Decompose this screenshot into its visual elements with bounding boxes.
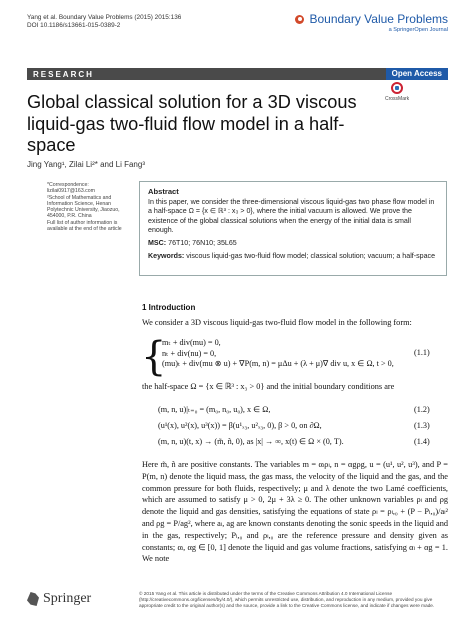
license-text: © 2015 Yang et al. This article is distributed under the terms of the Creative Commons Attribution 4.0 International License (http://creativecommons.org/licenses/by/4.0/), which permits unrestricted use, distribution, and reproduction in any medium, provided you give appropriate credit to the original author(s) and the source, provide a link to the Creative Commons license, and indicate if changes were made. <box>139 591 435 608</box>
publisher-name: Springer <box>43 591 92 606</box>
keywords-line <box>148 252 438 261</box>
affiliation-line: 454000, P.R. China <box>47 213 92 220</box>
keywords-text: viscous liquid-gas two-fluid flow model; classical solution; vacuum; a half-space <box>186 252 436 261</box>
equation-number: (1.3) <box>414 421 430 430</box>
journal-name: Boundary Value Problems <box>309 12 448 26</box>
affiliation-line: available at the end of the article <box>47 226 122 233</box>
affiliation-line: ²School of Mathematics and <box>47 194 112 201</box>
journal-subtitle: a SpringerOpen Journal <box>388 27 448 33</box>
affiliation-note <box>47 182 132 232</box>
affiliation-line: Information Science, Henan <box>47 200 112 207</box>
springer-horse-icon <box>27 592 39 606</box>
abstract-body: In this paper, we consider the three-dimensional viscous liquid-gas two phase flow model in a half-space Ω = {x ∈ ℝ³ : x₃ > 0}, where the initial vacuum is allowed. We prove the existence of the global classical solutions when the energy of the initial data is small enough. <box>148 198 435 234</box>
affiliation-line: Full list of author information is <box>47 219 118 226</box>
equation-line: (mu)ₜ + div(mu ⊗ u) + ∇P(m, n) = μΔu + (λ + μ)∇ div u, x ∈ Ω, t > 0, <box>162 359 394 368</box>
citation-line: Yang et al. Boundary Value Problems (2015) 2015:136 <box>27 14 182 21</box>
correspondence-email[interactable]: lizilai0917@163.com <box>47 188 95 195</box>
crossmark-icon <box>391 82 403 94</box>
equation-line: mₜ + div(mu) = 0, <box>162 338 221 347</box>
equation-boundary: (u¹(x), u²(x), u³(x)) = β(u¹ₓ₃, u²ₓ₃, 0), β > 0, on ∂Ω, <box>158 421 322 430</box>
halfspace-sentence: the half-space Ω = {x ∈ ℝ³ : x₃ > 0} and the initial boundary conditions are <box>142 382 395 391</box>
abstract-heading: Abstract <box>148 187 179 196</box>
article-type-bar <box>27 68 448 80</box>
msc-line <box>148 239 438 248</box>
journal-brand[interactable] <box>295 12 448 33</box>
equation-system <box>162 338 394 370</box>
msc-label: MSC: <box>148 239 167 248</box>
correspondence-label: *Correspondence: <box>47 182 89 188</box>
keywords-label: Keywords: <box>148 252 185 261</box>
abstract-box <box>139 181 447 276</box>
citation-info <box>27 14 181 31</box>
publisher-logo[interactable] <box>27 591 91 607</box>
journal-logo-icon <box>295 15 304 24</box>
equation-number: (1.2) <box>414 405 430 414</box>
msc-codes: 76T10; 76N10; 35L65 <box>168 239 237 248</box>
author-list: Jing Yang¹, Zilai Li²* and Li Fang³ <box>27 160 145 169</box>
body-paragraph: Here m̃, ñ are positive constants. The variables m = αₗρₗ, n = αgρg, u = (u¹, u², u³), and P = P(m, n) denote the liquid mass, the gas mass, the velocity of the liquid and the gas, and the common pressure for both fluids, respectively; μ and λ denote the two Lamé coefficients, which are assumed to satisfy μ > 0, 2μ + 3λ ≥ 0. The other unknown variables ρₗ and ρg denote the liquid and gas densities, satisfying the equations of state ρₗ = ρₗ,₀ + (P − Pₗ,₀)/aₗ² and ρg = P/ag², where aₗ, ag are known constants denoting the sonic speeds in the liquid and in the gas, respectively; Pₗ,₀ and ρₗ,₀ are the reference pressure and density given as constants; αₗ, αg ∈ [0, 1] denote the liquid and gas volume fractions, satisfying αₗ + αg = 1. We note <box>142 460 448 564</box>
intro-sentence: We consider a 3D viscous liquid-gas two-fluid flow model in the following form: <box>142 318 412 327</box>
article-type-label: RESEARCH <box>33 69 94 79</box>
crossmark-label: CrossMark <box>385 96 410 102</box>
system-brace: { <box>141 334 167 380</box>
affiliation-line: Polytechnic University, Jiaozuo, <box>47 207 120 214</box>
equation-number: (1.4) <box>414 437 430 446</box>
open-access-badge: Open Access <box>386 68 448 80</box>
doi-line: DOI 10.1186/s13661-015-0389-2 <box>27 22 121 30</box>
equation-line: nₜ + div(nu) = 0, <box>162 348 217 358</box>
crossmark-button[interactable] <box>385 82 409 102</box>
equation-initial: (m, n, u)|ₜ₌₀ = (m₀, n₀, u₀), x ∈ Ω, <box>158 405 271 414</box>
equation-far-field: (m, n, u)(t, x) → (m̃, ñ, 0), as |x| → ∞, x(t) ∈ Ω × (0, T). <box>158 437 344 446</box>
article-title: Global classical solution for a 3D viscous liquid-gas two-fluid flow model in a half-space <box>27 92 357 155</box>
section-heading: 1 Introduction <box>142 303 196 312</box>
equation-number: (1.1) <box>414 348 430 357</box>
